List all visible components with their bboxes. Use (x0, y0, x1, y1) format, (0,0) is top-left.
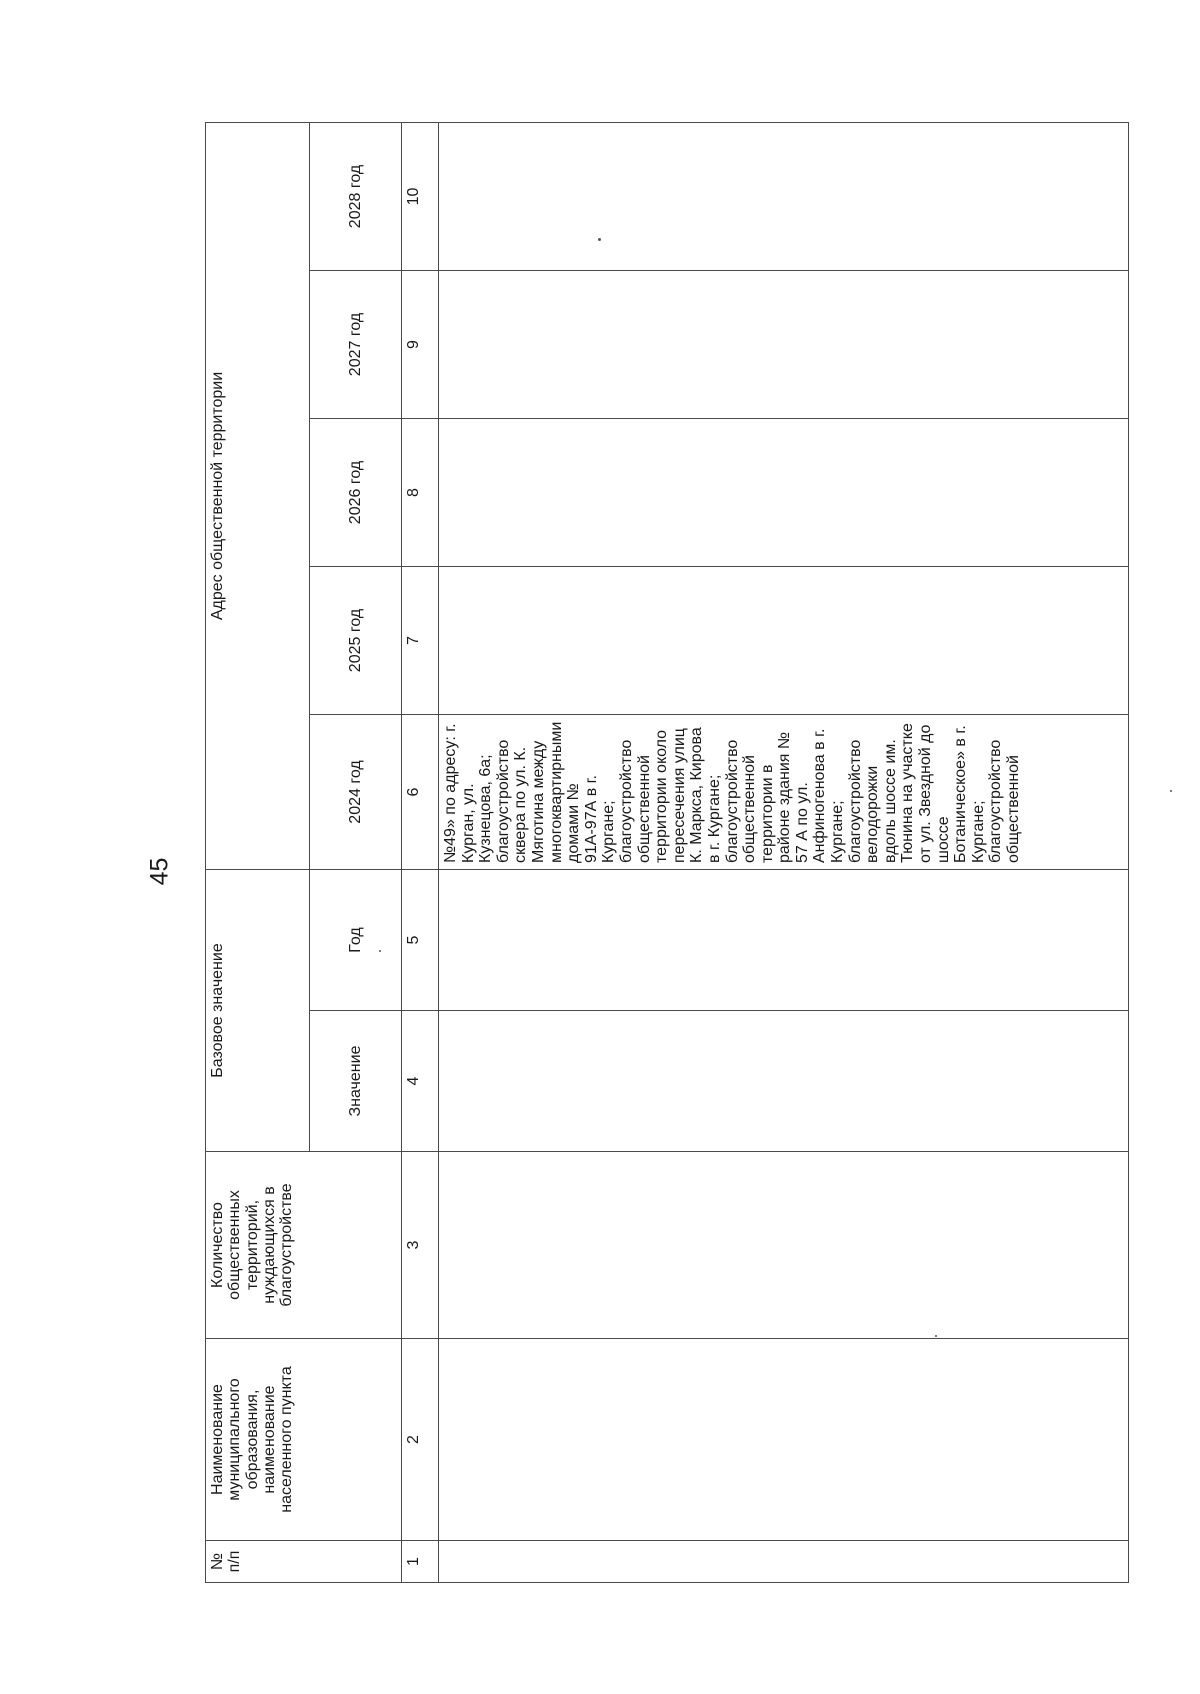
header-year-2025: 2025 год (310, 567, 402, 715)
column-number: 2 (402, 1339, 439, 1541)
header-year-2024: 2024 год (310, 715, 402, 870)
header-row-1 (206, 122, 310, 1582)
cell-base-value (439, 1011, 1129, 1152)
scan-speck (935, 1335, 937, 1337)
header-base-value: Значение (310, 1011, 402, 1152)
column-number: 6 (402, 715, 439, 870)
column-number: 1 (402, 1541, 439, 1583)
column-number: 8 (402, 419, 439, 567)
header-base-value-group: Базовое значение (206, 870, 310, 1152)
cell-address-2026 (439, 419, 1129, 567)
cell-address-2027 (439, 271, 1129, 419)
column-number: 9 (402, 271, 439, 419)
header-year-2027: 2027 год (310, 271, 402, 419)
column-number: 5 (402, 870, 439, 1011)
column-number: 7 (402, 567, 439, 715)
header-municipality: Наименование муниципального образования, наименование населенного пункта (206, 1339, 402, 1541)
scan-speck (379, 950, 381, 952)
header-address-group: Адрес общественной территории (206, 122, 310, 869)
cell-base-year (439, 870, 1129, 1011)
table-row (439, 122, 1129, 1582)
rotated-table-wrapper (205, 123, 1129, 1583)
header-territory-count: Количество общественных территорий, нуждающихся в благоустройстве (206, 1152, 402, 1339)
column-number: 3 (402, 1152, 439, 1339)
cell-address-2024: №49» по адресу: г. Курган, ул. Кузнецова, 6а; благоустройство сквера по ул. К. Мяготина между многоквартирными домами № 91А-97А в г. Кургане; благоустройство общественной территории около пересечения улиц К. Маркса, Кирова в г. Кургане; благоустройство общественной территории в районе здания № 57 А по ул. Анфиногенова в г. Кургане; благоустройство велодорожки вдоль шоссе им. Тюнина на участке от ул. Звездной до шоссе Ботаническое» в г. Кургане; благоустройство общественной (439, 715, 1129, 870)
header-year-2026: 2026 год (310, 419, 402, 567)
cell-address-2025 (439, 567, 1129, 715)
header-number: № п/п (206, 1541, 402, 1583)
cell-territory-count (439, 1152, 1129, 1339)
column-numbers-row (402, 122, 439, 1582)
column-number: 10 (402, 122, 439, 270)
header-base-year: Год (310, 870, 402, 1011)
column-number: 4 (402, 1011, 439, 1152)
header-year-2028: 2028 год (310, 122, 402, 270)
cell-municipality (439, 1339, 1129, 1541)
public-territories-table (205, 122, 1129, 1583)
cell-number (439, 1541, 1129, 1583)
scan-speck (598, 238, 601, 241)
cell-address-2028 (439, 122, 1129, 270)
page-number: 45 (145, 857, 174, 886)
scan-speck (1170, 790, 1172, 792)
